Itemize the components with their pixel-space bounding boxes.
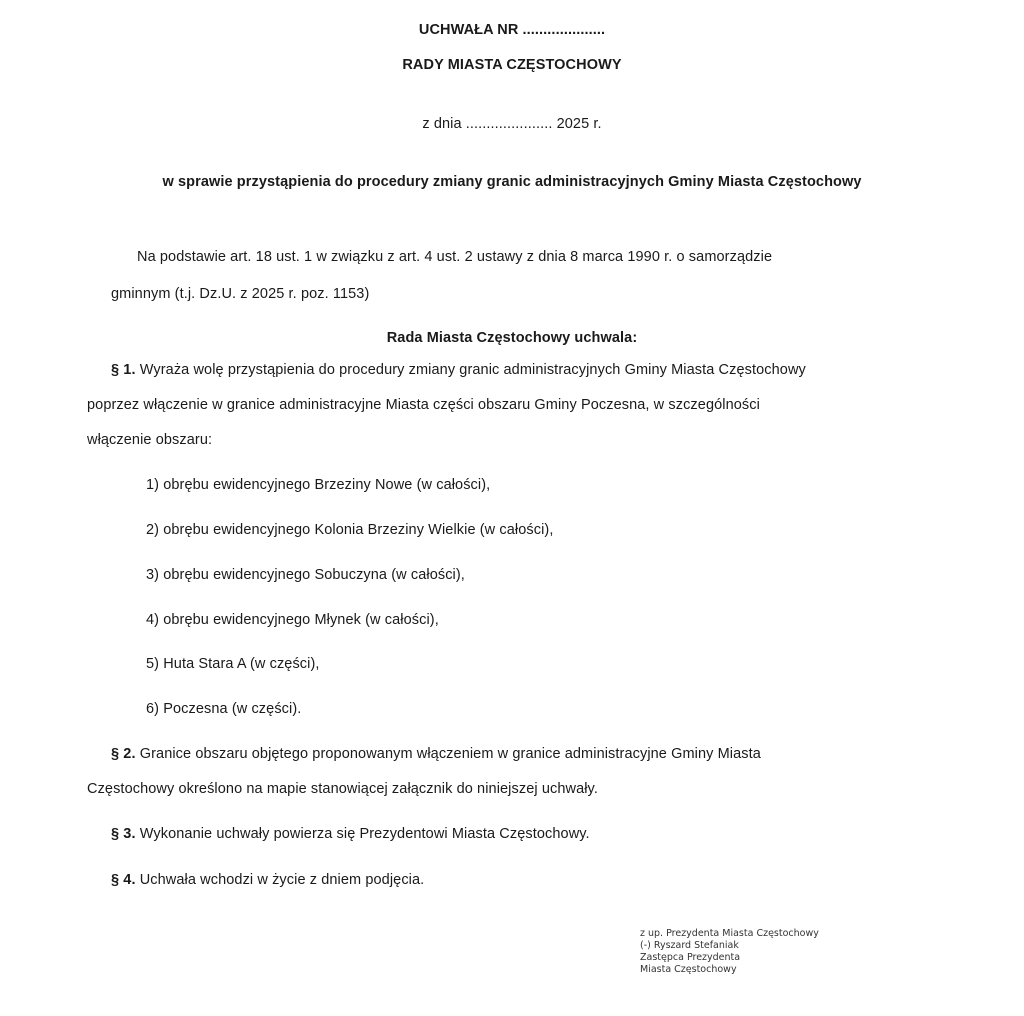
section-4-text: Uchwała wchodzi w życie z dniem podjęcia. [135, 872, 425, 888]
section-2-text: Granice obszaru objętego proponowanym włączeniem w granice administracyjne Gminy Miasta [135, 746, 761, 762]
section-2-line-2: Częstochowy określono na mapie stanowiącej załącznik do niniejszej uchwały. [87, 781, 598, 797]
section-4 [111, 871, 424, 889]
section-3-mark: § 3. [111, 826, 136, 842]
section-1-mark: § 1. [111, 362, 136, 378]
resolves-heading: Rada Miasta Częstochowy uchwala: [386, 330, 638, 346]
signature-line-4: Miasta Częstochowy [640, 964, 737, 975]
resolution-subject: w sprawie przystąpienia do procedury zmiany granic administracyjnych Gminy Miasta Częstochowy [162, 174, 862, 190]
section-1-line-3: włączenie obszaru: [87, 432, 213, 448]
council-name: RADY MIASTA CZĘSTOCHOWY [402, 57, 622, 73]
area-list-item: 2) obrębu ewidencyjnego Kolonia Brzeziny Wielkie (w całości), [146, 522, 554, 538]
section-4-mark: § 4. [111, 872, 136, 888]
area-list-item: 5) Huta Stara A (w części), [146, 656, 320, 672]
legal-basis-line-1: Na podstawie art. 18 ust. 1 w związku z art. 4 ust. 2 ustawy z dnia 8 marca 1990 r. o samorządzie [137, 249, 773, 265]
section-3-text: Wykonanie uchwały powierza się Prezydentowi Miasta Częstochowy. [135, 826, 590, 842]
area-list-item: 6) Poczesna (w części). [146, 701, 302, 717]
signature-line-3: Zastępca Prezydenta [640, 952, 741, 963]
signature-block [640, 928, 819, 976]
area-list-item: 3) obrębu ewidencyjnego Sobuczyna (w całości), [146, 567, 465, 583]
section-1-line-2: poprzez włączenie w granice administracyjne Miasta części obszaru Gminy Poczesna, w szczególności [87, 397, 760, 413]
section-1-line-1 [111, 361, 806, 379]
legal-basis-line-2: gminnym (t.j. Dz.U. z 2025 r. poz. 1153) [111, 286, 370, 302]
signature-line-1: z up. Prezydenta Miasta Częstochowy [640, 928, 819, 939]
area-list-item: 1) obrębu ewidencyjnego Brzeziny Nowe (w całości), [146, 477, 491, 493]
signature-line-2: (-) Ryszard Stefaniak [640, 940, 739, 951]
section-2-line-1 [111, 745, 761, 763]
section-2-mark: § 2. [111, 746, 136, 762]
resolution-number: UCHWAŁA NR .................... [418, 22, 606, 38]
section-1-text: Wyraża wolę przystąpienia do procedury zmiany granic administracyjnych Gminy Miasta Częstochowy [135, 362, 806, 378]
section-3 [111, 825, 590, 843]
resolution-date: z dnia ..................... 2025 r. [422, 116, 602, 132]
area-list-item: 4) obrębu ewidencyjnego Młynek (w całości), [146, 612, 439, 628]
